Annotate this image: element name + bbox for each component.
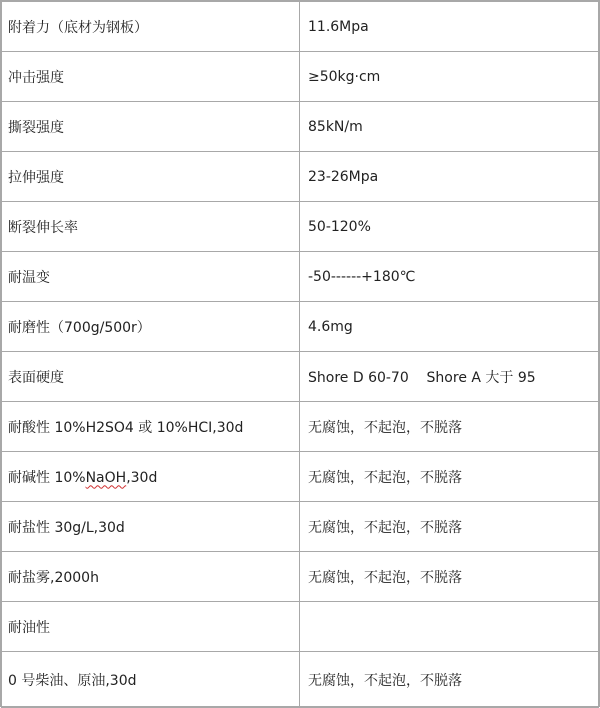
value-cell: 无腐蚀，不起泡，不脱落 [300, 552, 599, 602]
value-cell: 23-26Mpa [300, 152, 599, 202]
property-cell: 耐盐性 30g/L,30d [2, 502, 300, 552]
table-row [2, 502, 599, 552]
value-cell: 无腐蚀，不起泡，不脱落 [300, 452, 599, 502]
value-cell: 无腐蚀，不起泡，不脱落 [300, 652, 599, 708]
table-row [2, 452, 599, 502]
spec-table [1, 1, 599, 708]
property-cell: 耐油性 [2, 602, 300, 652]
property-cell: 耐酸性 10%H2SO4 或 10%HCI,30d [2, 402, 300, 452]
value-cell: Shore D 60-70 Shore A 大于 95 [300, 352, 599, 402]
table-row [2, 252, 599, 302]
value-cell: 4.6mg [300, 302, 599, 352]
property-cell: 撕裂强度 [2, 102, 300, 152]
property-cell: 表面硬度 [2, 352, 300, 402]
table-row [2, 152, 599, 202]
value-cell: 50-120% [300, 202, 599, 252]
table-row [2, 302, 599, 352]
property-cell: 拉伸强度 [2, 152, 300, 202]
value-cell: -50------+180℃ [300, 252, 599, 302]
table-row [2, 352, 599, 402]
spellcheck-underlined-text: NaOH [85, 469, 127, 486]
property-cell: 耐盐雾,2000h [2, 552, 300, 602]
table-row [2, 202, 599, 252]
property-text-suffix: ,30d [126, 469, 158, 486]
value-cell: 11.6Mpa [300, 2, 599, 52]
table-row [2, 52, 599, 102]
value-cell: 无腐蚀，不起泡，不脱落 [300, 402, 599, 452]
property-cell: 冲击强度 [2, 52, 300, 102]
value-cell: ≥50kg·cm [300, 52, 599, 102]
property-cell: 0 号柴油、原油,30d [2, 652, 300, 708]
property-text-prefix: 耐碱性 10% [8, 469, 86, 486]
table-row [2, 2, 599, 52]
value-cell [300, 602, 599, 652]
value-cell: 无腐蚀，不起泡，不脱落 [300, 502, 599, 552]
table-row [2, 602, 599, 652]
table-row [2, 652, 599, 708]
property-cell: 耐磨性（700g/500r） [2, 302, 300, 352]
table-row [2, 402, 599, 452]
value-cell: 85kN/m [300, 102, 599, 152]
property-cell: 断裂伸长率 [2, 202, 300, 252]
property-cell [2, 452, 300, 502]
table-row [2, 102, 599, 152]
table-row [2, 552, 599, 602]
property-cell: 耐温变 [2, 252, 300, 302]
property-cell: 附着力（底材为钢板） [2, 2, 300, 52]
